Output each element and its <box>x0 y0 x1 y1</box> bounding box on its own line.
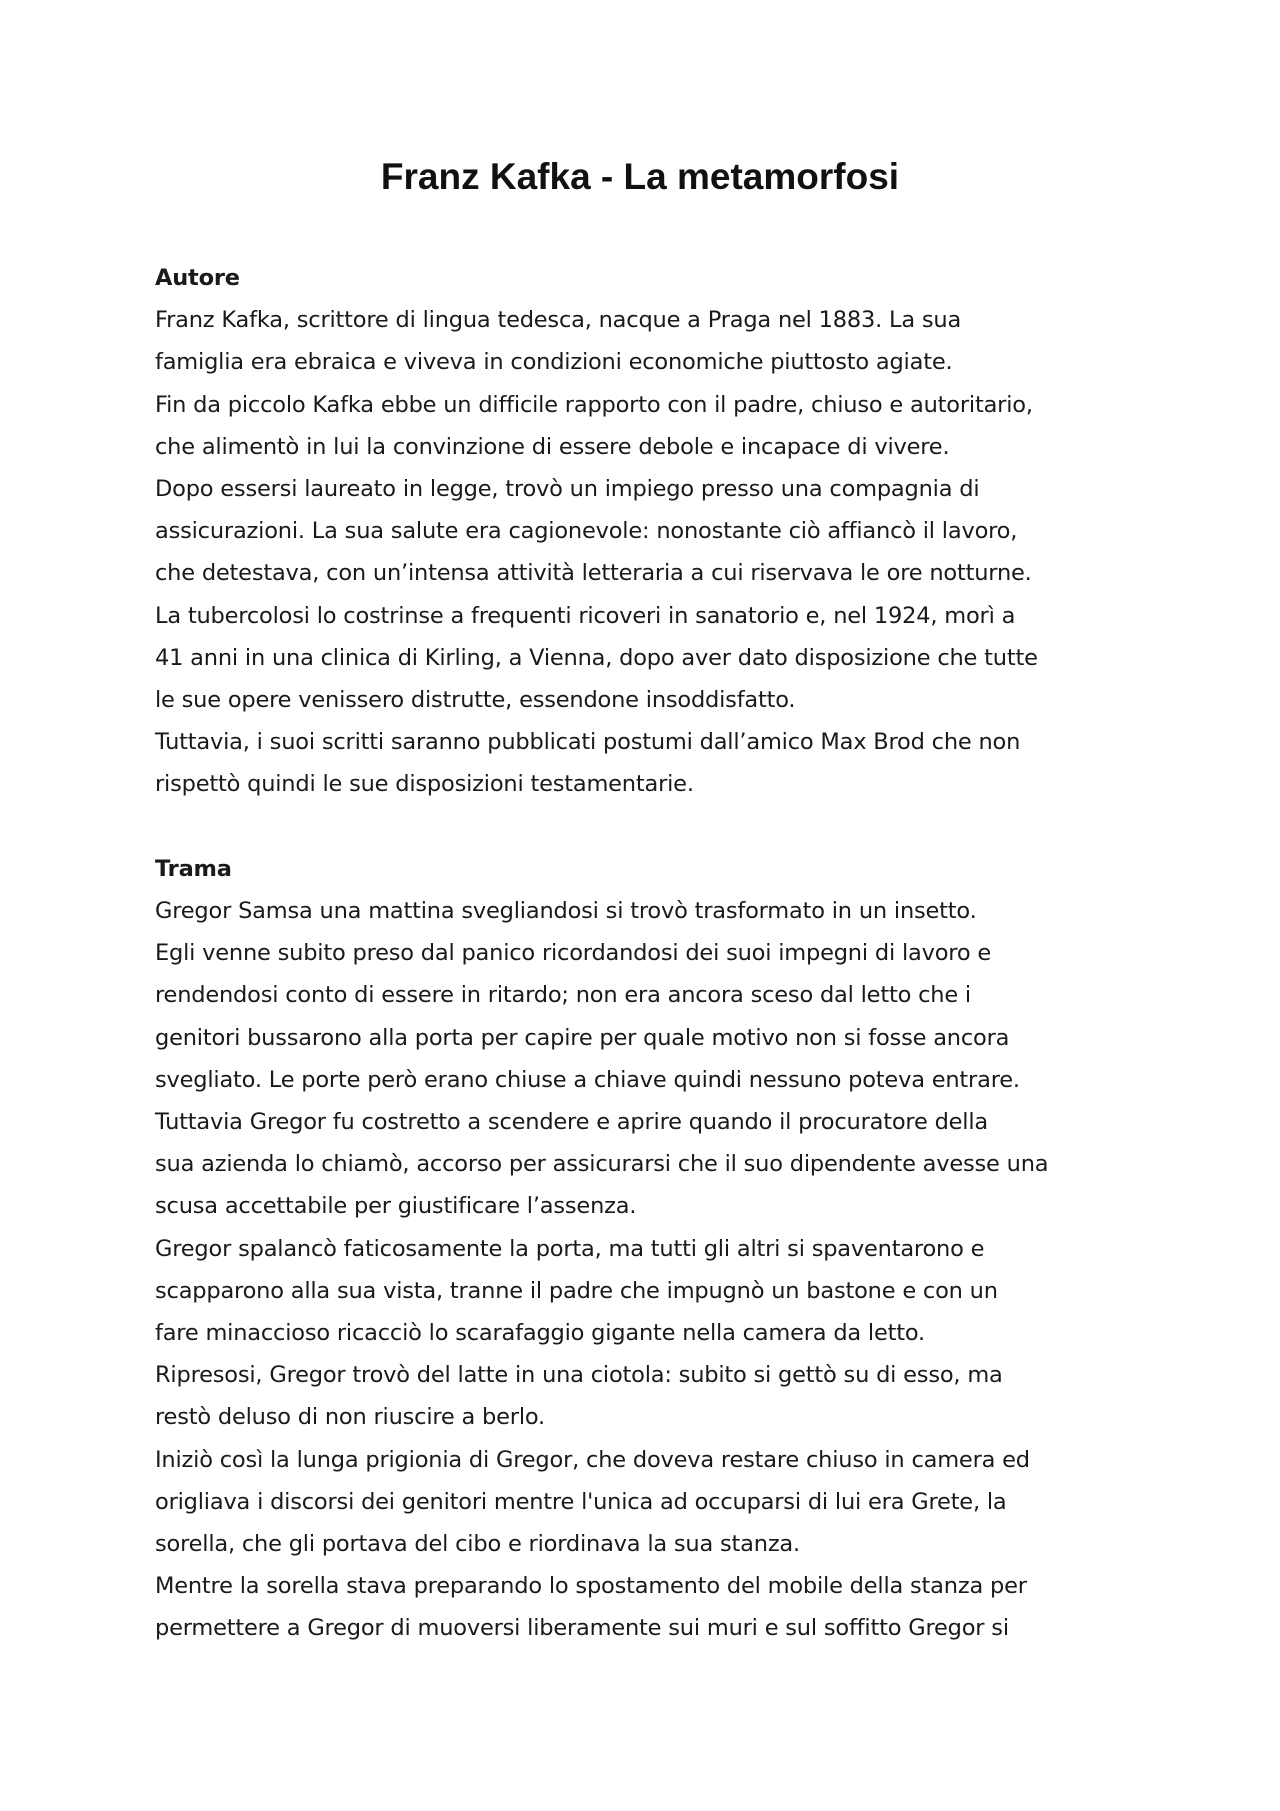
paragraph-line: Gregor spalancò faticosamente la porta, ma tutti gli altri si spaventarono e <box>155 1235 985 1262</box>
paragraph-line: Iniziò così la lunga prigionia di Gregor, che doveva restare chiuso in camera ed <box>155 1446 1030 1473</box>
paragraph-line: Mentre la sorella stava preparando lo spostamento del mobile della stanza per <box>155 1573 1027 1600</box>
paragraph-line: Ripresosi, Gregor trovò del latte in una ciotola: subito si gettò su di esso, ma <box>155 1362 1003 1389</box>
paragraph-line: scusa accettabile per giustificare l’assenza. <box>155 1193 637 1220</box>
paragraph-line: origliava i discorsi dei genitori mentre l'unica ad occuparsi di lui era Grete, la <box>155 1488 1007 1515</box>
section-author <box>155 257 1135 806</box>
paragraph-line: scapparono alla sua vista, tranne il padre che impugnò un bastone e con un <box>155 1277 998 1304</box>
paragraph-line: Fin da piccolo Kafka ebbe un difficile rapporto con il padre, chiuso e autoritario, <box>155 391 1033 418</box>
section-heading-author: Autore <box>155 265 240 291</box>
paragraph-line: rispettò quindi le sue disposizioni testamentarie. <box>155 771 694 798</box>
paragraph-line: genitori bussarono alla porta per capire per quale motivo non si fosse ancora <box>155 1024 1010 1051</box>
paragraph-line: famiglia era ebraica e viveva in condizioni economiche piuttosto agiate. <box>155 349 953 376</box>
paragraph-line: assicurazioni. La sua salute era cagionevole: nonostante ciò affiancò il lavoro, <box>155 518 1018 545</box>
paragraph-line: Tuttavia Gregor fu costretto a scendere e aprire quando il procuratore della <box>155 1109 988 1136</box>
paragraph-line: Tuttavia, i suoi scritti saranno pubblicati postumi dall’amico Max Brod che non <box>155 729 1021 756</box>
section-plot <box>155 848 1135 1650</box>
paragraph-line: sorella, che gli portava del cibo e riordinava la sua stanza. <box>155 1531 800 1558</box>
paragraph-line: 41 anni in una clinica di Kirling, a Vienna, dopo aver dato disposizione che tutte <box>155 644 1038 671</box>
paragraph-line: Gregor Samsa una mattina svegliandosi si trovò trasformato in un insetto. <box>155 898 977 925</box>
paragraph-line: Dopo essersi laureato in legge, trovò un impiego presso una compagnia di <box>155 476 980 503</box>
paragraph-line: Franz Kafka, scrittore di lingua tedesca, nacque a Praga nel 1883. La sua <box>155 307 962 334</box>
section-heading-plot: Trama <box>155 855 232 882</box>
paragraph-line: svegliato. Le porte però erano chiuse a chiave quindi nessuno poteva entrare. <box>155 1066 1020 1093</box>
paragraph-line: le sue opere venissero distrutte, essendone insoddisfatto. <box>155 687 796 714</box>
paragraph-line: fare minaccioso ricacciò lo scarafaggio gigante nella camera da letto. <box>155 1320 925 1347</box>
paragraph-line: che alimentò in lui la convinzione di essere debole e incapace di vivere. <box>155 433 950 460</box>
paragraph-line: restò deluso di non riuscire a berlo. <box>155 1404 546 1431</box>
paragraph-line: permettere a Gregor di muoversi liberamente sui muri e sul soffitto Gregor si <box>155 1615 1009 1642</box>
document-body <box>155 257 1135 1650</box>
paragraph-line: rendendosi conto di essere in ritardo; non era ancora sceso dal letto che i <box>155 982 971 1009</box>
paragraph-line: sua azienda lo chiamò, accorso per assicurarsi che il suo dipendente avesse una <box>155 1151 1049 1178</box>
paragraph-line: La tubercolosi lo costrinse a frequenti ricoveri in sanatorio e, nel 1924, morì a <box>155 602 1016 629</box>
section-spacer <box>155 806 1135 848</box>
paragraph-line: che detestava, con un’intensa attività letteraria a cui riservava le ore notturne. <box>155 560 1032 587</box>
paragraph-line: Egli venne subito preso dal panico ricordandosi dei suoi impegni di lavoro e <box>155 940 991 967</box>
page-title: Franz Kafka - La metamorfosi <box>380 156 900 197</box>
